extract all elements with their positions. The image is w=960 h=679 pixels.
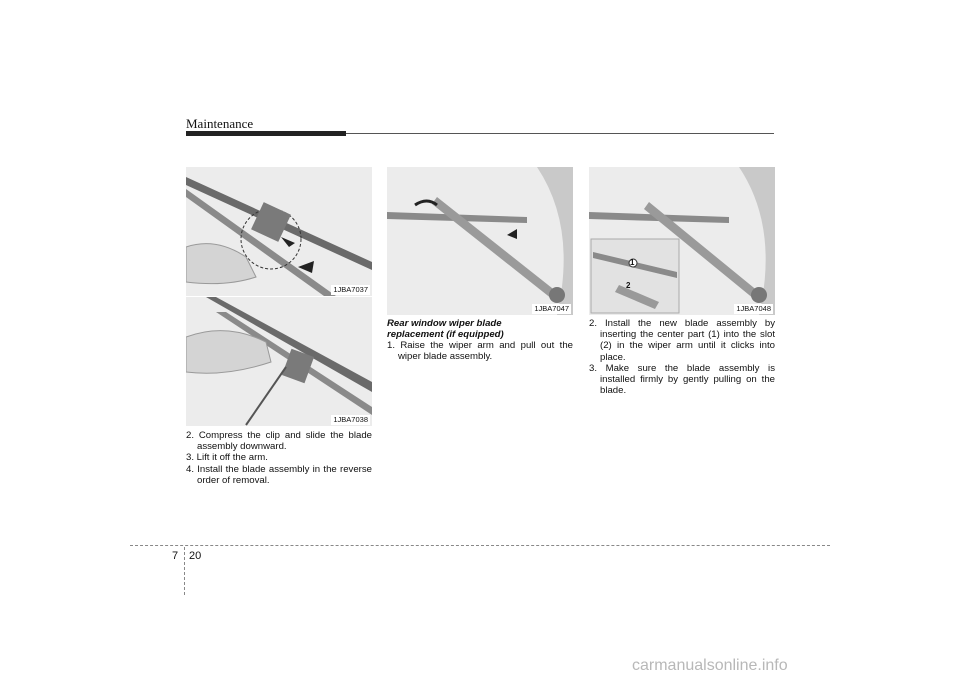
- figure-code: 1JBA7048: [736, 304, 771, 313]
- figure-code: 1JBA7037: [333, 285, 368, 294]
- step-2-left: 2. Compress the clip and slide the blade assembly downward.: [186, 430, 372, 453]
- right-instructions: [589, 318, 775, 396]
- figure-rear-blade-install: [589, 167, 775, 315]
- step-3-left: 3. Lift it off the arm.: [186, 452, 268, 464]
- figure-blade-slide: [186, 297, 372, 426]
- step-2-right: 2. Install the new blade assembly by inserting the center part (1) into the slot (2) in the wiper arm until it clicks into place.: [589, 318, 775, 363]
- figure-illustration: [589, 167, 775, 315]
- section-heading-line1: Rear window wiper blade: [387, 318, 502, 329]
- step-1-middle: 1. Raise the wiper arm and pull out the wiper blade assembly.: [387, 340, 573, 363]
- figure-code: 1JBA7038: [333, 415, 368, 424]
- figure-illustration: [186, 297, 372, 426]
- callout-2: 2: [626, 281, 631, 290]
- step-4-left: 4. Install the blade assembly in the reverse order of removal.: [186, 463, 372, 486]
- left-instructions: [186, 430, 372, 486]
- watermark: carmanualsonline.info: [632, 657, 788, 674]
- figure-code: 1JBA7047: [534, 304, 569, 313]
- footer-rule: [130, 545, 830, 546]
- section-heading-line2: replacement (if equipped): [387, 329, 504, 340]
- figure-rear-wiper-raise: [387, 167, 573, 315]
- figure-illustration: [387, 167, 573, 315]
- middle-instructions: [387, 318, 573, 362]
- figure-illustration: [186, 167, 372, 296]
- page-title: Maintenance: [186, 116, 254, 131]
- figure-clip-compress: [186, 167, 372, 296]
- step-3-right: 3. Make sure the blade assembly is installed firmly by gently pulling on the blade.: [589, 362, 775, 397]
- callout-1: 1: [630, 258, 635, 267]
- header-accent-bar: [186, 131, 346, 136]
- page-number: 20: [189, 550, 202, 562]
- chapter-number: 7: [172, 550, 179, 562]
- footer-divider: [184, 547, 185, 595]
